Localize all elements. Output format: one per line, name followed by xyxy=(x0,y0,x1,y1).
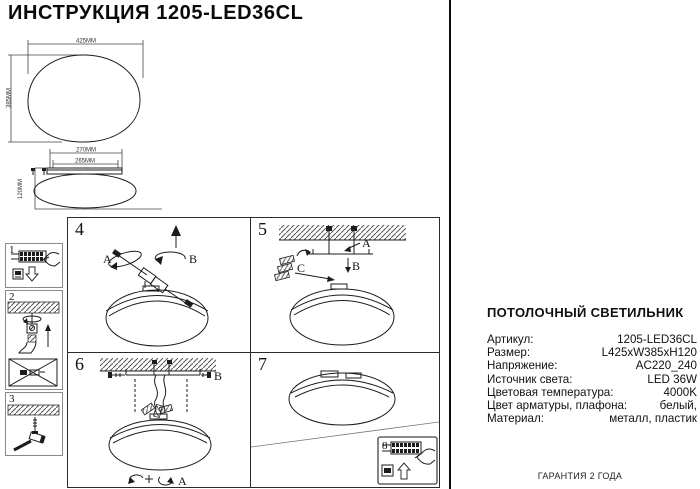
hammer-icon xyxy=(14,432,46,450)
spec-value: LED 36W xyxy=(647,372,697,386)
step-panel-3 xyxy=(5,392,63,456)
arrow-up-icon xyxy=(171,225,181,248)
step-panel-2 xyxy=(5,290,63,390)
callout-a: A xyxy=(178,474,187,487)
lamp-outline-top xyxy=(28,55,140,142)
product-info xyxy=(487,305,697,425)
spec-row-voltage xyxy=(487,359,697,372)
spec-value: белый, xyxy=(659,399,697,413)
spec-row-finish-color xyxy=(487,399,697,412)
step-panel-5 xyxy=(251,218,439,353)
anchor-screw xyxy=(19,324,37,353)
instruction-grid xyxy=(67,217,440,488)
spec-label: Напряжение: xyxy=(487,359,558,373)
step-number: 2 xyxy=(9,291,15,303)
page-title: ИНСТРУКЦИЯ 1205-LED36CL xyxy=(8,2,304,24)
inset-step-8 xyxy=(378,437,437,484)
spec-label: Цветовая температура: xyxy=(487,385,614,399)
spec-label: Размер: xyxy=(487,346,531,360)
spec-value: 1205-LED36CL xyxy=(617,333,697,346)
lamp-dome xyxy=(106,286,208,346)
step-panel-4 xyxy=(68,218,251,353)
rotate-arrow-icon xyxy=(107,248,143,270)
spec-row-size xyxy=(487,346,697,359)
side-screw-right xyxy=(201,372,211,378)
wire-connectors xyxy=(141,403,172,417)
wire-connectors xyxy=(274,249,311,281)
spec-value: L425xW385xH120 xyxy=(601,346,697,360)
lamp-dome xyxy=(290,284,394,345)
spec-value: металл, пластик xyxy=(609,412,697,426)
callout-b: B xyxy=(352,259,361,273)
do-not-box xyxy=(9,359,57,386)
dim-side-height-label: 120MM xyxy=(18,178,24,200)
lamp-dome-side xyxy=(34,174,136,208)
top-view-drawing xyxy=(4,36,164,146)
rotate-arrow-icon xyxy=(155,252,185,265)
spec-label: Источник света: xyxy=(487,372,573,386)
dim-height-label: 385MM xyxy=(6,87,13,109)
step-number: 5 xyxy=(258,219,267,239)
dim-plate-inner-label: 265MM xyxy=(74,158,96,165)
side-view-drawing xyxy=(14,146,164,216)
spec-value: 4000K xyxy=(663,385,697,399)
terminal-block xyxy=(11,251,46,262)
spec-row-material xyxy=(487,412,697,425)
step-number: 1 xyxy=(9,244,15,256)
callout-b: B xyxy=(189,252,198,266)
ceiling-hatch xyxy=(8,302,59,313)
callout-b: B xyxy=(214,369,223,383)
step-number: 6 xyxy=(75,354,84,374)
step-number: 8 xyxy=(382,440,388,452)
dim-plate-outer-label: 270MM xyxy=(75,147,97,154)
leader-arrow xyxy=(295,273,335,282)
spec-label: Материал: xyxy=(487,412,544,426)
vertical-divider xyxy=(449,0,451,489)
rotate-arrow-icon xyxy=(23,313,41,324)
spec-row-color-temp xyxy=(487,386,697,399)
ceiling-hatch xyxy=(8,405,59,415)
spec-row-light-source xyxy=(487,373,697,386)
product-heading: ПОТОЛОЧНЫЙ СВЕТИЛЬНИК xyxy=(487,305,684,320)
callout-a-leader xyxy=(344,243,360,252)
step-panel-1 xyxy=(5,243,63,288)
callout-c: C xyxy=(297,261,306,275)
spec-label: Артикул: xyxy=(487,333,534,346)
lamp-mounted xyxy=(289,371,395,425)
connector-box-icon xyxy=(13,269,23,279)
rotate-arrows xyxy=(128,475,174,485)
arrow-down-icon xyxy=(26,267,38,281)
step-panel-7 xyxy=(251,353,439,487)
step-number: 4 xyxy=(75,219,84,239)
callout-a: A xyxy=(103,252,112,266)
callout-a: A xyxy=(362,236,371,250)
side-screw-left xyxy=(108,372,125,378)
step-number: 7 xyxy=(258,354,267,374)
warranty-note: ГАРАНТИЯ 2 ГОДА xyxy=(537,471,623,481)
screw xyxy=(32,417,38,434)
arrow-down-icon xyxy=(345,258,351,273)
spec-label: Цвет арматуры, плафона: xyxy=(487,399,628,413)
dimension-lines xyxy=(35,149,162,209)
spec-row-article xyxy=(487,333,697,346)
ceiling-hatch xyxy=(279,225,406,240)
step-panel-6 xyxy=(68,353,251,487)
lamp-dome xyxy=(109,414,211,470)
step-number: 3 xyxy=(9,393,15,405)
spec-value: AC220_240 xyxy=(635,359,697,373)
dim-width-label: 425MM xyxy=(75,38,97,45)
ceiling-hatch xyxy=(100,358,216,371)
arrow-up-icon xyxy=(45,324,51,347)
